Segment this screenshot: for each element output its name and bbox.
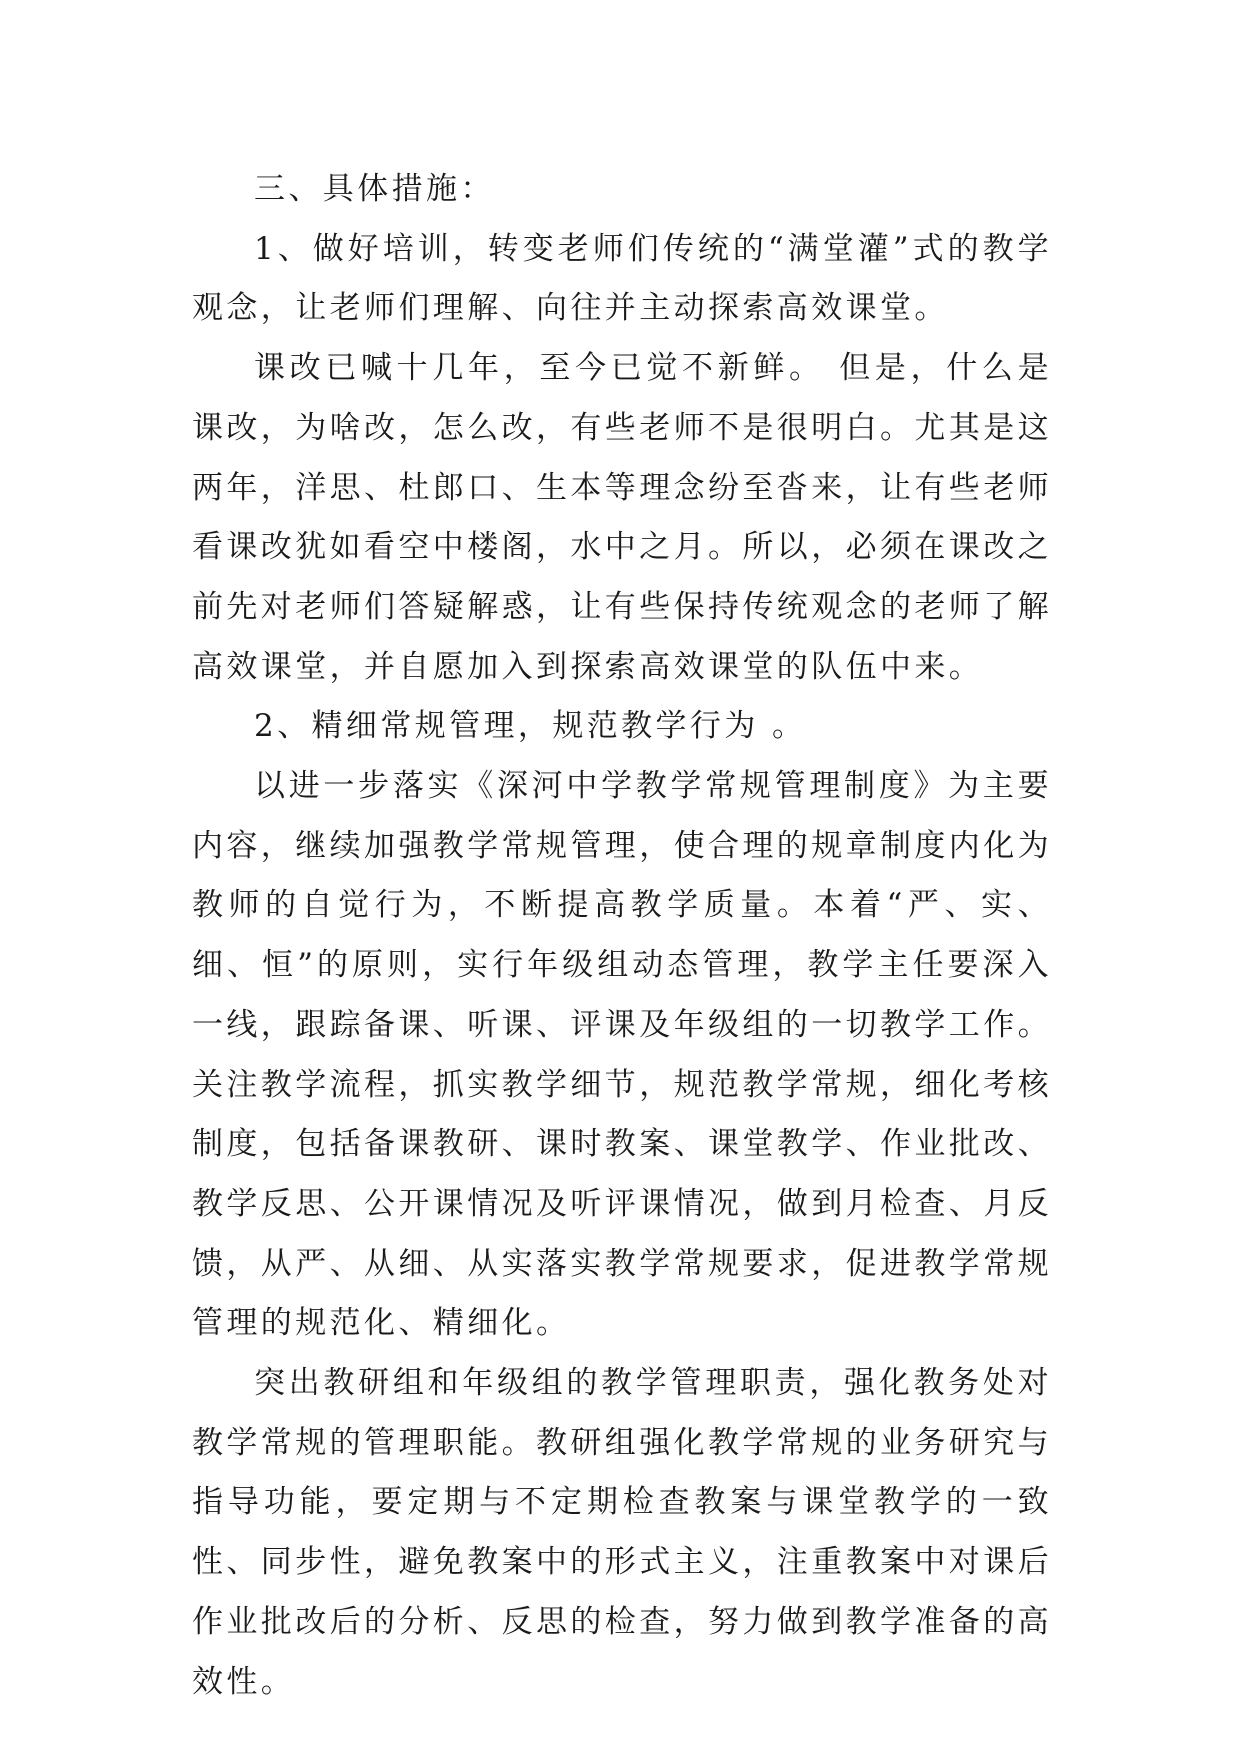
paragraph-reform: 课改已喊十几年，至今已觉不新鲜。 但是，什么是课改，为啥改，怎么改，有些老师不是很明白。尤其是这两年，洋思、杜郎口、生本等理念纷至沓来，让有些老师看课改犹如看空中楼阁，水中之月。所以，必须在课改之前先对老师们答疑解惑，让有些保持传统观念的老师了解高效课堂，并自愿加入到探索高效课堂的队伍中来。	[192, 350, 1052, 685]
section-heading: 三、具体措施：	[254, 171, 495, 207]
document-body	[192, 160, 1052, 1712]
paragraph-teaching-research: 突出教研组和年级组的教学管理职责，强化教务处对教学常规的管理职能。教研组强化教学常规的业务研究与指导功能，要定期与不定期检查教案与课堂教学的一致性、同步性，避免教案中的形式主义，注重教案中对课后作业批改后的分析、反思的检查，努力做到教学准备的高效性。	[192, 1365, 1052, 1700]
paragraph-routine-heading: 2、精细常规管理，规范教学行为 。	[254, 708, 807, 745]
paragraph-training: 1、做好培训，转变老师们传统的“满堂灌”式的教学观念，让老师们理解、向往并主动探索高效课堂。	[192, 230, 1052, 327]
paragraph-routine-management: 以进一步落实《深河中学教学常规管理制度》为主要内容，继续加强教学常规管理，使合理的规章制度内化为教师的自觉行为，不断提高教学质量。本着“严、实、细、恒”的原则，实行年级组动态管理，教学主任要深入一线，跟踪备课、听课、评课及年级组的一切教学工作。关注教学流程，抓实教学细节，规范教学常规，细化考核制度，包括备课教研、课时教案、课堂教学、作业批改、教学反思、公开课情况及听评课情况，做到月检查、月反馈，从严、从细、从实落实教学常规要求，促进教学常规管理的规范化、精细化。	[192, 768, 1052, 1342]
